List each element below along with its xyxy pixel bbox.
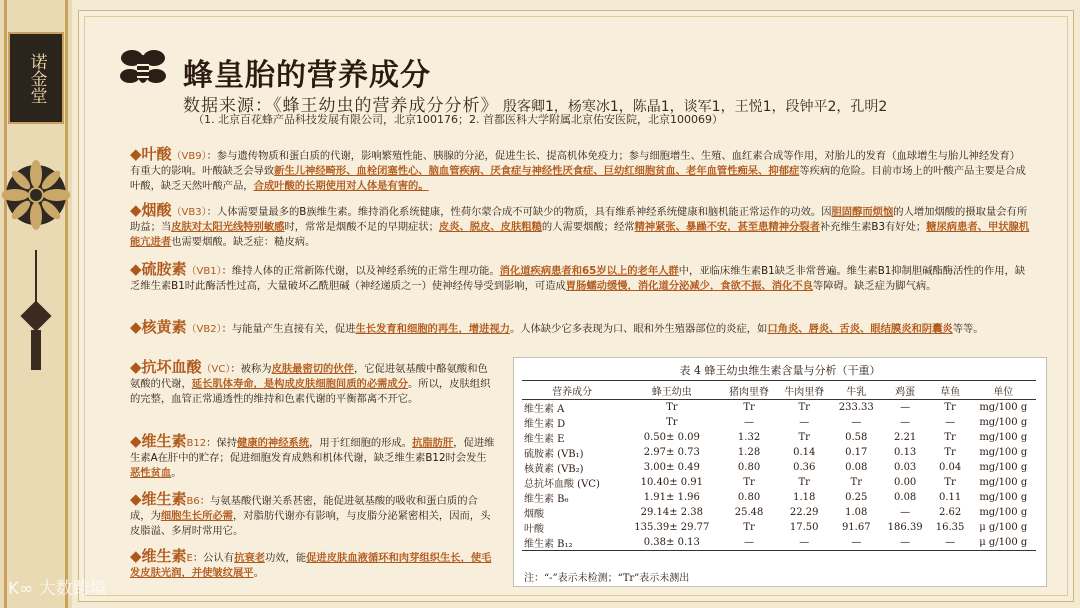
brand-logo	[8, 32, 64, 124]
table-cell: 2.62	[938, 507, 962, 518]
section-folic-acid	[130, 147, 1030, 195]
section-tag: B12	[186, 438, 207, 449]
column-header: 蜂王幼虫	[622, 381, 721, 400]
table-cell: 0.03	[894, 462, 917, 473]
section-highlight: 皮炎、脱皮、皮肤粗糙	[438, 221, 542, 234]
section-text: 。	[253, 567, 264, 580]
section-tag: B6	[186, 496, 200, 507]
section-highlight: 消化道疾病患者和65岁以上的老年人群	[499, 265, 679, 277]
section-thiamine	[130, 262, 1030, 294]
table-cell: mg/100 g	[979, 462, 1028, 473]
table-cell: 135.39± 29.77	[634, 522, 710, 533]
table-row	[522, 400, 1036, 416]
table-cell: Tr	[850, 477, 862, 488]
band-stripe	[65, 0, 68, 608]
table-cell: —	[945, 417, 956, 428]
table-cell: 22.29	[789, 507, 819, 518]
section-heading: ◆烟酸	[130, 201, 172, 219]
section-heading: ◆叶酸	[130, 145, 172, 163]
table-cell: 叶酸	[524, 524, 544, 535]
table-cell: 维生素 D	[524, 419, 566, 430]
table-cell: Tr	[944, 477, 956, 488]
section-highlight: 胃肠蠕动缓慢，消化道分泌减少，食欲不振、消化不良	[565, 280, 813, 293]
table-cell: —	[744, 417, 755, 428]
column-header: 草鱼	[930, 381, 971, 400]
table-cell: 0.25	[845, 492, 868, 503]
table-cell: 0.00	[894, 477, 917, 488]
table-cell: —	[777, 535, 832, 551]
table-cell: —	[930, 535, 971, 551]
section-highlight: 延长肌体寿命，是构成皮肤细胞间质的必需成分	[191, 378, 409, 391]
column-header: 鸡蛋	[881, 381, 930, 400]
table-cell: mg/100 g	[979, 402, 1028, 413]
table-cell: μ g/100 g	[971, 535, 1036, 551]
table-cell: μ g/100 g	[979, 522, 1028, 533]
section-text: 。所以，皮肤组织的完整，血管正常通透性的维持和色素代谢的平衡都离不开它。	[130, 378, 491, 406]
source-affiliations: （1. 北京百花蜂产品科技发展有限公司，北京100176；2. 首都医科大学附属北京佑安医院，北京100069）	[193, 113, 723, 126]
table-cell: 维生素 E	[524, 434, 565, 445]
section-highlight: 细胞生长所必需	[160, 510, 233, 523]
table-row	[522, 505, 1036, 520]
section-vitamin-b6	[130, 492, 496, 540]
section-text: 时，常常是烟酸不足的早期症状；	[284, 221, 439, 234]
table-cell: Tr	[944, 447, 956, 458]
table-cell: 0.08	[894, 492, 917, 503]
section-text: 也需要烟酸。缺乏症：糙皮病。	[171, 236, 316, 249]
section-heading: ◆维生素	[130, 432, 187, 450]
section-highlight: 口角炎、唇炎、舌炎、眼结膜炎和阴囊炎	[767, 323, 953, 335]
section-highlight: 合成叶酸的长期使用对人体是有害的。	[253, 180, 429, 193]
table-cell: Tr	[743, 522, 755, 533]
table-cell: Tr	[666, 417, 678, 428]
source-paper: 《蜂王幼虫的营养成分分析》	[273, 96, 499, 116]
section-text: 。	[171, 467, 182, 480]
table-cell: 烟酸	[524, 509, 544, 520]
section-text: 。人体缺少它多表现为口、眼和外生殖器部位的炎症，如	[509, 323, 768, 335]
section-text: 中，亚临床维生素B1缺乏非常普遍。维生素B1抑制胆碱酯酶活性的作用，缺乏维生素B1时此酶活性过高，大量破坏乙酰胆碱（神经递质之一）使神经传导受到影响，可造成	[130, 265, 1026, 293]
table-cell: 0.80	[737, 492, 761, 503]
section-highlight: 生长发育和细胞的再生，增进视力	[355, 323, 510, 335]
table-cell: 总抗坏血酸 (VC)	[524, 479, 600, 490]
table-cell: 0.14	[793, 447, 816, 458]
table-row	[522, 520, 1036, 535]
table-cell: 3.00± 0.49	[643, 462, 700, 473]
table-cell: mg/100 g	[979, 447, 1028, 458]
table-cell: 1.08	[845, 507, 868, 518]
section-highlight: 皮肤最密切的伙伴	[271, 363, 354, 375]
section-text: ：保持	[206, 437, 238, 449]
section-highlight: 恶性贫血	[130, 467, 172, 480]
table-cell: Tr	[798, 477, 810, 488]
table-cell: mg/100 g	[979, 477, 1028, 488]
table-header-row	[522, 381, 1036, 400]
table-cell: 233.33	[838, 402, 874, 413]
table-cell: 10.40± 0.91	[640, 477, 704, 488]
source-authors: 殷客卿1，杨寒冰1，陈晶1，谈军1，王悦1，段钟平2，孔明2	[502, 99, 888, 115]
table-cell: 维生素 B₆	[524, 494, 569, 505]
table-cell: 0.08	[845, 462, 868, 473]
table-cell: Tr	[944, 402, 956, 413]
table-cell: 91.67	[841, 522, 871, 533]
table-row	[522, 490, 1036, 505]
section-text: 等等。	[952, 323, 984, 335]
section-text: ，用于红细胞的形成。	[309, 437, 413, 449]
table-cell: 1.91± 1.96	[643, 492, 700, 503]
table-cell: 17.50	[789, 522, 819, 533]
band-stripe	[4, 0, 7, 608]
table-cell: 硫胺素 (VB₁)	[524, 449, 584, 460]
table-row	[522, 445, 1036, 460]
table-cell: Tr	[666, 402, 678, 413]
column-header: 营养成分	[522, 381, 622, 400]
section-highlight: 促进皮肤血液循环和肉芽组织生长，使毛发皮肤光润，并使皱纹展平	[130, 552, 492, 580]
table-cell: Tr	[798, 432, 810, 443]
section-heading: ◆维生素	[130, 490, 187, 508]
section-highlight: 胆固醇而烦恼	[831, 206, 894, 218]
table-cell: 0.50± 0.09	[643, 432, 700, 443]
section-text: 功效，能	[264, 552, 307, 564]
table-cell: 维生素 B₁₂	[522, 535, 622, 551]
section-highlight: 抗脂肪肝	[412, 437, 454, 449]
section-text: ：参与遗传物质和蛋白质的代谢，影响繁殖性能、胰腺的分泌，促进生长、提高机体免疫力；参与细胞增生、生殖、血红素合成等作用，对胎儿的发育（血球增生与胎儿神经发育）有重大的影响。叶酸缺乏会导致	[130, 150, 1021, 178]
lotus-ornament-icon	[2, 140, 70, 250]
watermark: K∞ 大数跨境	[8, 579, 107, 599]
bee-icon	[118, 44, 168, 90]
section-highlight: 抗衰老	[234, 552, 265, 564]
section-highlight: 糖尿病患者、甲状腺机能亢进者	[130, 221, 1030, 249]
section-heading: ◆抗坏血酸	[130, 358, 202, 376]
column-header: 猪肉里脊	[721, 381, 776, 400]
column-header: 牛乳	[832, 381, 881, 400]
table-cell: 0.13	[894, 447, 917, 458]
section-text: ：公认有	[192, 552, 235, 564]
section-highlight: 新生儿神经畸形、血栓闭塞性心、脑血管疾病、厌食症与神经性厌食症、巨幼红细胞贫血、老年血管性痴呆、抑郁症	[274, 165, 800, 178]
section-text: 等障碍。缺乏症为脚气病。	[812, 280, 937, 293]
section-text: 的人需要烟酸；经常	[541, 221, 635, 234]
table-cell: 1.28	[737, 447, 761, 458]
table-cell: 16.35	[935, 522, 965, 533]
section-text: ：被称为	[230, 363, 272, 375]
section-heading: ◆硫胺素	[130, 260, 187, 278]
source-label: 数据来源：	[183, 96, 273, 116]
table-cell: —	[881, 535, 930, 551]
table-row	[522, 535, 1036, 551]
table-cell: 0.04	[938, 462, 962, 473]
table-cell: 29.14± 2.38	[640, 507, 704, 518]
section-vitamin-c	[130, 360, 496, 408]
table-row	[522, 430, 1036, 445]
table-cell: Tr	[743, 402, 755, 413]
table-cell: mg/100 g	[979, 417, 1028, 428]
table-cell: —	[832, 535, 881, 551]
table-cell: mg/100 g	[979, 492, 1028, 503]
table-row	[522, 475, 1036, 490]
table-cell: 0.58	[845, 432, 868, 443]
table-cell: 维生素 A	[524, 404, 565, 415]
table-cell: 0.36	[793, 462, 816, 473]
table-cell: —	[900, 417, 911, 428]
table-note: 注：“-”表示未检测；“Tr”表示未测出	[524, 573, 690, 584]
table-cell: 2.97± 0.73	[643, 447, 700, 458]
section-vitamin-e	[130, 549, 496, 581]
table-cell: —	[900, 402, 911, 413]
section-text: 的人增加烟酸的摄取量会有所助益；当	[130, 206, 1028, 234]
tassel	[31, 330, 41, 370]
table-row	[522, 460, 1036, 475]
section-tag: E	[186, 553, 193, 564]
section-heading: ◆维生素	[130, 547, 187, 565]
table-title: 表 4 蜂王幼虫维生素含量与分析（干重）	[679, 364, 881, 377]
table-row	[522, 415, 1036, 430]
section-tag: （VB1）	[186, 266, 222, 277]
table-cell: 1.32	[737, 432, 761, 443]
section-niacin	[130, 203, 1030, 251]
section-text: ：与能量产生直接有关，促进	[221, 323, 356, 335]
table-cell: Tr	[944, 432, 956, 443]
section-highlight: 精神紧张、暴躁不安，甚至患精神分裂者	[634, 221, 820, 234]
table-cell: 0.17	[845, 447, 868, 458]
table-cell: 核黄素 (VB₂)	[524, 464, 584, 475]
table-cell: mg/100 g	[979, 432, 1028, 443]
table-cell: Tr	[743, 477, 755, 488]
section-text: ，对脂肪代谢亦有影响，与皮脂分泌紧密相关，因而，头皮脂溢、多屑时常用它。	[130, 510, 491, 538]
table-cell: —	[721, 535, 776, 551]
table-cell: 2.21	[894, 432, 917, 443]
table-cell: mg/100 g	[979, 507, 1028, 518]
section-text: ：人体需要量最多的B族维生素。维持消化系统健康，性荷尔蒙合成不可缺少的物质，具有维系神经系统健康和脑机能正常运作的功效。因	[206, 206, 832, 218]
table-cell: 0.11	[938, 492, 962, 503]
section-tag: （VB3）	[171, 207, 207, 218]
section-tag: （VB2）	[186, 324, 222, 335]
section-tag: （VC）	[201, 364, 231, 375]
table-cell: —	[851, 417, 862, 428]
section-highlight: 健康的神经系统	[237, 437, 310, 449]
column-header: 单位	[971, 381, 1036, 400]
table-cell: Tr	[798, 402, 810, 413]
nutrition-table-figure	[513, 357, 1047, 587]
table-cell: 0.38± 0.13	[622, 535, 721, 551]
section-text: 等疾病的危险。目前市场上的叶酸产品主要是合成叶酸，缺乏天然叶酸产品，	[130, 165, 1026, 193]
section-text: ：维持人体的正常新陈代谢，以及神经系统的正常生理功能。	[221, 265, 500, 277]
section-vitamin-b12	[130, 434, 496, 482]
section-riboflavin	[130, 320, 1030, 337]
table-cell: 186.39	[887, 522, 923, 533]
brand-logo-text: 诺金堂	[26, 52, 47, 104]
table-cell: 0.80	[737, 462, 761, 473]
section-text: ，它促进氨基酸中酪氨酸和色氨酸的代谢，	[130, 363, 488, 391]
section-tag: （VB9）	[171, 151, 207, 162]
section-highlight: 皮肤对太阳光线特别敏感	[171, 221, 285, 234]
column-header: 牛肉里脊	[777, 381, 832, 400]
table-body	[522, 400, 1036, 551]
section-text: ：与氨基酸代谢关系甚密，能促进氨基酸的吸收和蛋白质的合成，为	[130, 495, 478, 523]
table-cell: —	[799, 417, 810, 428]
section-text: ，促进维生素A在肝中的贮存；促进细胞发育成熟和机体代谢，缺乏维生素B12时会发生	[130, 437, 495, 465]
section-text: 补充维生素B3有好处；	[819, 221, 927, 234]
section-heading: ◆核黄素	[130, 318, 187, 336]
page-title: 蜂皇胎的营养成分	[183, 58, 431, 93]
nutrition-table	[522, 380, 1036, 551]
table-cell: —	[900, 507, 911, 518]
table-cell: 25.48	[734, 507, 764, 518]
table-cell: 1.18	[793, 492, 816, 503]
